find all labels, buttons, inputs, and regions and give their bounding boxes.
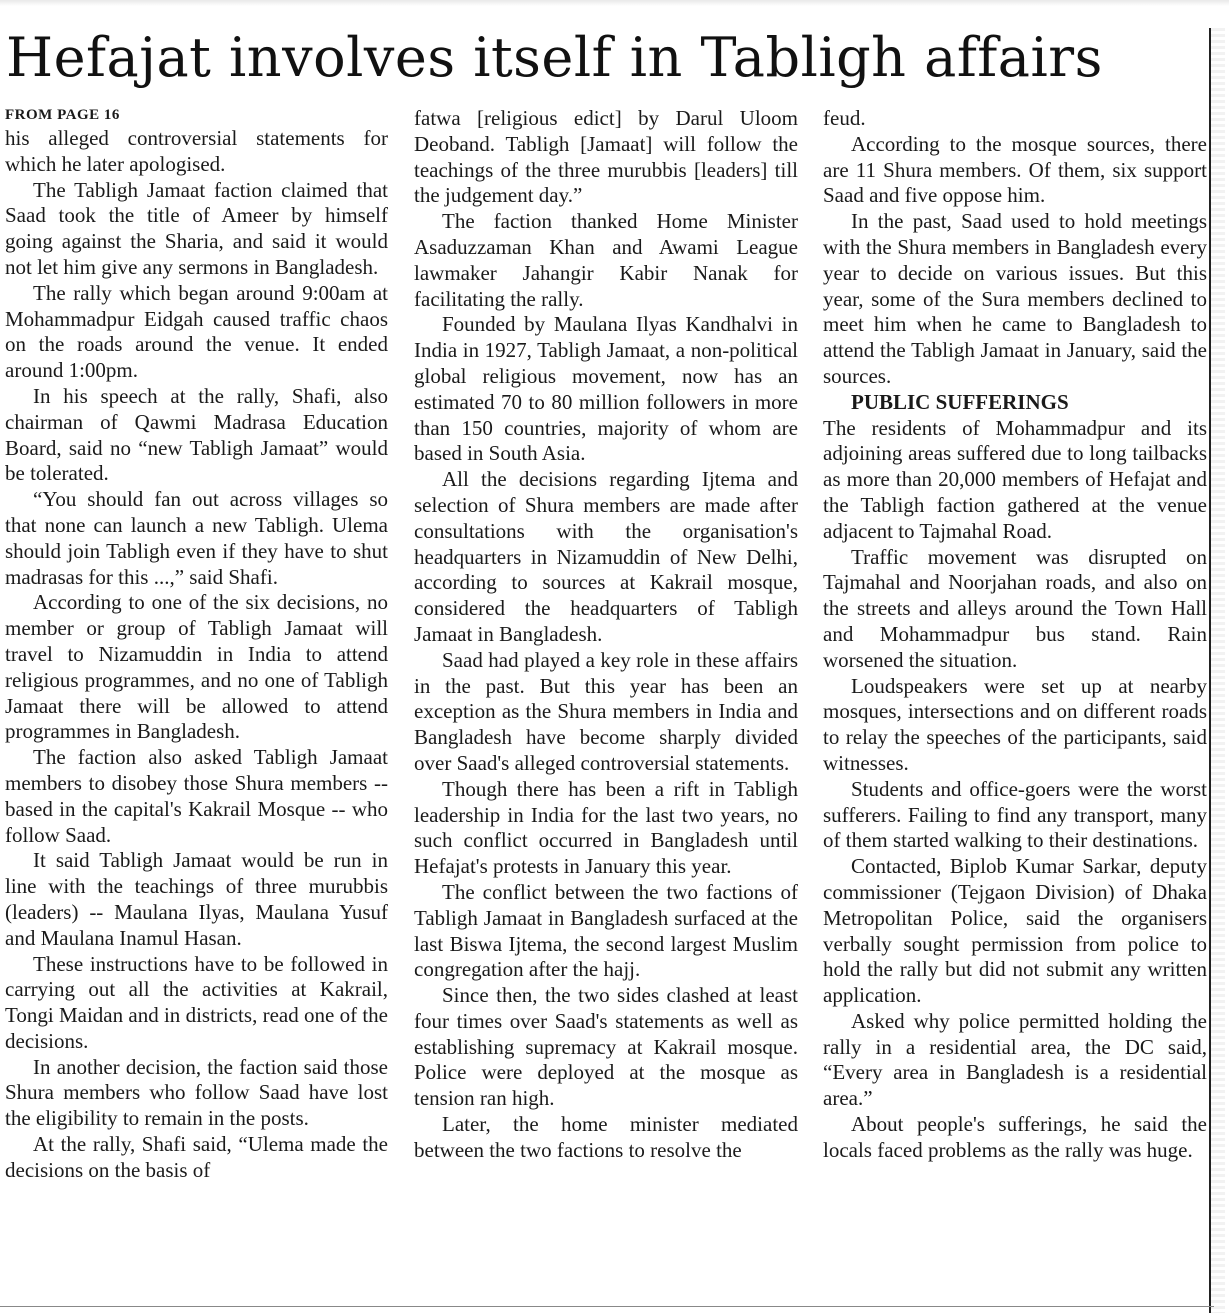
paragraph: All the decisions regarding Ijtema and selection of Shura members are made after consultations with the organisation's headquarters in Nizamuddin of New Delhi, according to sources at Kakrail mosque, considered the headquarters of Tabligh Jamaat in Bangladesh. [414,467,798,646]
paragraph: The conflict between the two factions of Tabligh Jamaat in Bangladesh surfaced at the last Biswa Ijtema, the second largest Muslim congregation after the hajj. [414,879,798,982]
paragraph: The residents of Mohammadpur and its adjoining areas suffered due to long tailbacks as more than 20,000 members of Hefajat and the Tabligh faction gathered at the venue adjacent to Tajmahal Road. [823,415,1207,543]
from-page-label: FROM PAGE 16 [5,107,120,123]
paragraph: feud. [823,106,866,130]
paragraph: The faction thanked Home Minister Asaduzzaman Khan and Awami League lawmaker Jahangir Kabir Nanak for facilitating the rally. [414,209,798,311]
paragraph: Asked why police permitted holding the rally in a residential area, the DC said, “Every area in Bangladesh is a residential area.” [823,1008,1207,1111]
paragraph: Since then, the two sides clashed at least four times over Saad's statements as well as establishing supremacy at Kakrail mosque. Police were deployed at the mosque as tension ran high. [414,983,798,1111]
paragraph: At the rally, Shafi said, “Ulema made the decisions on the basis of [5,1132,388,1182]
adjacent-column-edge [1209,28,1225,1313]
paragraph: About people's sufferings, he said the locals faced problems as the rally was huge. [823,1112,1207,1162]
paragraph: It said Tabligh Jamaat would be run in line with the teachings of three murubbis (leaders) -- Maulana Ilyas, Maulana Yusuf and Maulana Inamul Hasan. [5,848,388,950]
paragraph: According to one of the six decisions, no member or group of Tabligh Jamaat will travel to Nizamuddin in India to attend religious programmes, and no one of Tabligh Jamaat there will be allowed to attend programmes in Bangladesh. [5,590,388,744]
paragraph: “You should fan out across villages so that none can launch a new Tabligh. Ulema should join Tabligh even if they have to shut madrasas for this ...,” said Shafi. [5,487,388,589]
paragraph: These instructions have to be followed in carrying out all the activities at Kakrail, Tongi Maidan and in districts, read one of the decisions. [5,951,388,1053]
article-column-2 [414,106,798,1164]
paragraph: The faction also asked Tabligh Jamaat members to disobey those Shura members -- based in the capital's Kakrail Mosque -- who follow Saad. [5,745,388,847]
paragraph: fatwa [religious edict] by Darul Uloom Deoband. Tabligh [Jamaat] will follow the teachings of the three murubbis [leaders] till the judgement day.” [414,106,798,208]
paragraph: The Tabligh Jamaat faction claimed that Saad took the title of Ameer by himself going against the Sharia, and said it would not let him give any sermons in Bangladesh. [5,177,388,279]
paragraph: The rally which began around 9:00am at Mohammadpur Eidgah caused traffic chaos on the roads around the venue. It ended around 1:00pm. [5,280,388,383]
paragraph: Later, the home minister mediated between the two factions to resolve the [414,1112,798,1162]
bottom-rule [0,1306,1214,1307]
article-column-1 [5,104,388,1184]
paragraph: Saad had played a key role in these affairs in the past. But this year has been an exception as the Shura members in India and Bangladesh have become sharply divided over Saad's alleged controversial statements. [414,647,798,775]
paragraph: Loudspeakers were set up at nearby mosques, intersections and on different roads to relay the speeches of the participants, said witnesses. [823,673,1207,775]
paragraph: Students and office-goers were the worst sufferers. Failing to find any transport, many of them started walking to their destinations. [823,776,1207,853]
top-scan-strip [0,0,1229,6]
paragraph: In the past, Saad used to hold meetings with the Shura members in Bangladesh every year to decide on various issues. But this year, some of the Sura members declined to meet him when he came to Bangladesh to attend the Tabligh Jamaat in January, said the sources. [823,209,1207,388]
paragraph: In another decision, the faction said those Shura members who follow Saad have lost the eligibility to remain in the posts. [5,1054,388,1131]
paragraph: Though there has been a rift in Tabligh leadership in India for the last two years, no such conflict occurred in Bangladesh until Hefajat's protests in January this year. [414,776,798,879]
paragraph: Founded by Maulana Ilyas Kandhalvi in India in 1927, Tabligh Jamaat, a non-political global religious movement, now has an estimated 70 to 80 million followers in more than 150 countries, majority of whom are based in South Asia. [414,312,798,466]
paragraph: Contacted, Biplob Kumar Sarkar, deputy commissioner (Tejgaon Division) of Dhaka Metropolitan Police, said the organisers verbally sought permission from police to hold the rally but did not submit any written application. [823,854,1207,1008]
article-column-3 [823,106,1207,1164]
headline: Hefajat involves itself in Tabligh affairs [6,26,1103,89]
paragraph: According to the mosque sources, there are 11 Shura members. Of them, six support Saad and five oppose him. [823,131,1207,208]
paragraph: In his speech at the rally, Shafi, also chairman of Qawmi Madrasa Education Board, said no “new Tabligh Jamaat” would be tolerated. [5,383,388,486]
section-subhead: PUBLIC SUFFERINGS [851,389,1069,414]
paragraph: his alleged controversial statements for which he later apologised. [5,126,388,176]
paragraph: Traffic movement was disrupted on Tajmahal and Noorjahan roads, and also on the streets and alleys around the Town Hall and Mohammadpur bus stand. Rain worsened the situation. [823,544,1207,672]
